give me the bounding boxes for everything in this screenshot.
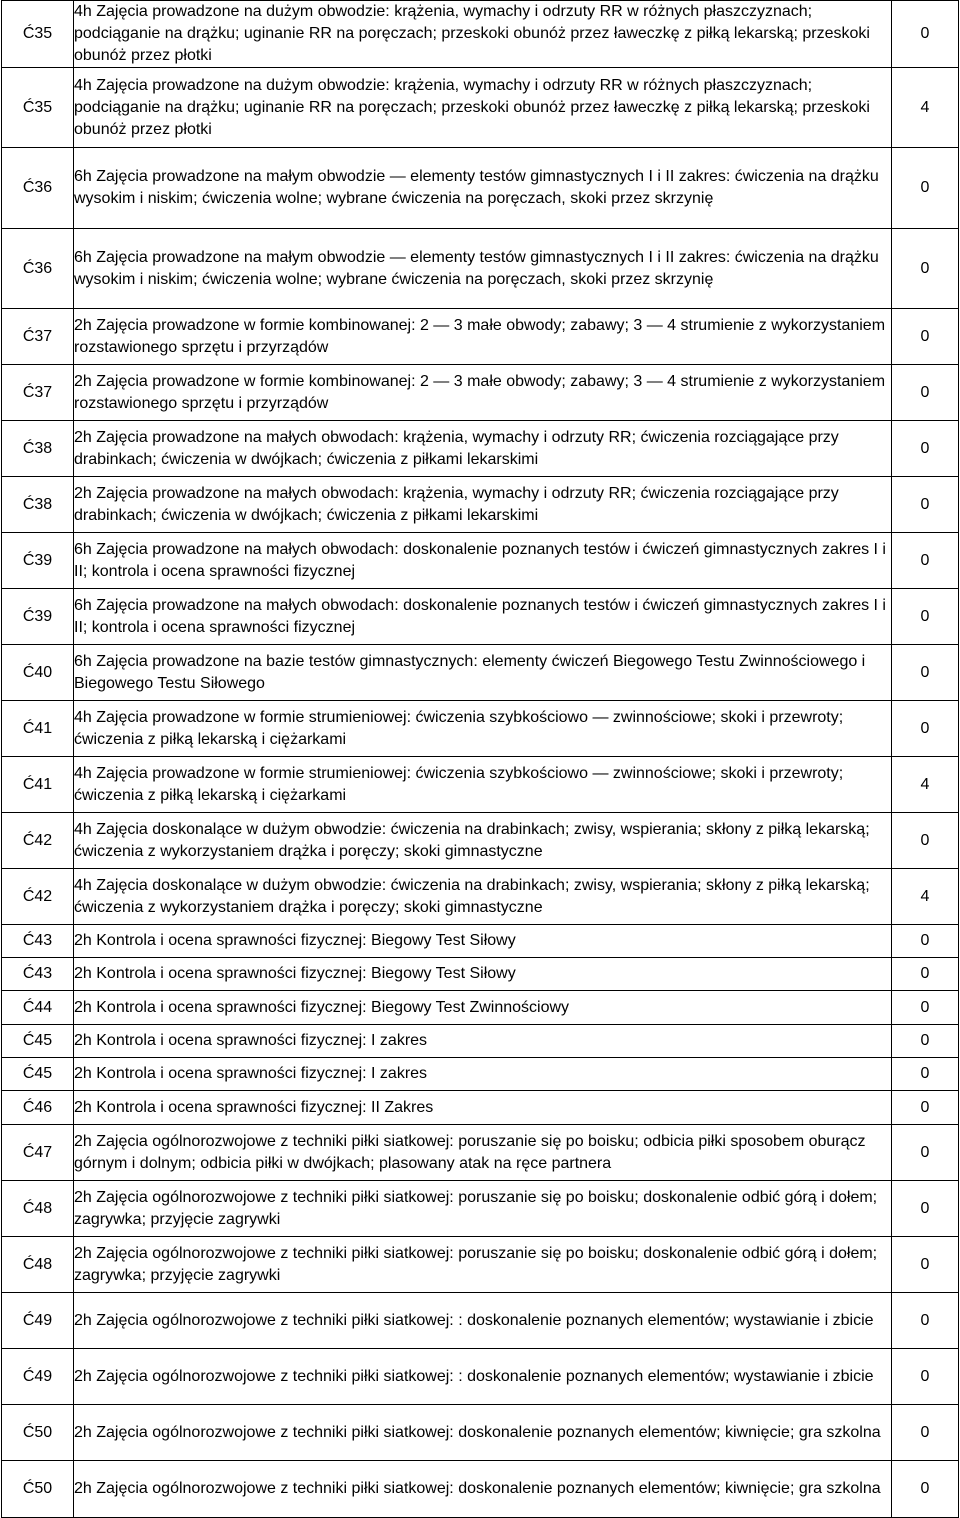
session-description: 4h Zajęcia prowadzone w formie strumieniowej: ćwiczenia szybkościowo — zwinnościowe; skoki i przewroty; ćwiczenia z piłką lekarską i ciężarkami	[74, 701, 892, 757]
session-description: 2h Kontrola i ocena sprawności fizycznej: Biegowy Test Siłowy	[74, 925, 892, 958]
session-value: 0	[892, 1237, 959, 1293]
session-code: Ć45	[2, 1058, 74, 1091]
session-value: 0	[892, 421, 959, 477]
table-row	[2, 1237, 959, 1293]
table-row	[2, 309, 959, 365]
session-value: 0	[892, 1181, 959, 1237]
session-code: Ć50	[2, 1405, 74, 1461]
table-row	[2, 533, 959, 589]
session-code: Ć48	[2, 1181, 74, 1237]
session-value: 0	[892, 991, 959, 1025]
session-code: Ć49	[2, 1293, 74, 1349]
session-value: 0	[892, 1349, 959, 1405]
table-row	[2, 958, 959, 991]
session-value: 0	[892, 148, 959, 229]
table-row	[2, 229, 959, 309]
session-value: 0	[892, 925, 959, 958]
session-value: 0	[892, 309, 959, 365]
table-row	[2, 991, 959, 1025]
session-code: Ć35	[2, 1, 74, 68]
session-code: Ć44	[2, 991, 74, 1025]
session-description: 6h Zajęcia prowadzone na bazie testów gimnastycznych: elementy ćwiczeń Biegowego Testu Zwinnościowego i Biegowego Testu Siłowego	[74, 645, 892, 701]
session-description: 4h Zajęcia prowadzone w formie strumieniowej: ćwiczenia szybkościowo — zwinnościowe; skoki i przewroty; ćwiczenia z piłką lekarską i ciężarkami	[74, 757, 892, 813]
session-value: 0	[892, 533, 959, 589]
session-description: 2h Zajęcia ogólnorozwojowe z techniki piłki siatkowej: poruszanie się po boisku; doskonalenie odbić górą i dołem; zagrywka; przyjęcie zagrywki	[74, 1237, 892, 1293]
table-row	[2, 1091, 959, 1125]
session-description: 6h Zajęcia prowadzone na małych obwodach: doskonalenie poznanych testów i ćwiczeń gimnastycznych zakres I i II; kontrola i ocena sprawności fizycznej	[74, 589, 892, 645]
session-description: 2h Zajęcia ogólnorozwojowe z techniki piłki siatkowej: poruszanie się po boisku; odbicia piłki sposobem oburącz górnym i dolnym; odbicia piłki w dwójkach; plasowany atak na ręce partnera	[74, 1125, 892, 1181]
session-description: 6h Zajęcia prowadzone na małym obwodzie — elementy testów gimnastycznych I i II zakres: ćwiczenia na drążku wysokim i niskim; ćwiczenia wolne; wybrane ćwiczenia na poręczach, skoki przez skrzynię	[74, 148, 892, 229]
session-description: 2h Zajęcia prowadzone na małych obwodach: krążenia, wymachy i odrzuty RR; ćwiczenia rozciągające przy drabinkach; ćwiczenia w dwójkach; ćwiczenia z piłkami lekarskimi	[74, 477, 892, 533]
session-description: 2h Zajęcia ogólnorozwojowe z techniki piłki siatkowej: : doskonalenie poznanych elementów; wystawianie i zbicie	[74, 1349, 892, 1405]
session-value: 0	[892, 645, 959, 701]
table-row	[2, 148, 959, 229]
session-description: 6h Zajęcia prowadzone na małych obwodach: doskonalenie poznanych testów i ćwiczeń gimnastycznych zakres I i II; kontrola i ocena sprawności fizycznej	[74, 533, 892, 589]
table-row	[2, 757, 959, 813]
session-description: 2h Zajęcia prowadzone w formie kombinowanej: 2 — 3 małe obwody; zabawy; 3 — 4 strumienie z wykorzystaniem rozstawionego sprzętu i przyrządów	[74, 365, 892, 421]
session-value: 0	[892, 365, 959, 421]
table-row	[2, 68, 959, 148]
session-description: 2h Zajęcia prowadzone w formie kombinowanej: 2 — 3 małe obwody; zabawy; 3 — 4 strumienie z wykorzystaniem rozstawionego sprzętu i przyrządów	[74, 309, 892, 365]
session-value: 0	[892, 477, 959, 533]
session-code: Ć48	[2, 1237, 74, 1293]
exercise-plan-table	[1, 0, 959, 1518]
session-code: Ć35	[2, 68, 74, 148]
session-description: 2h Kontrola i ocena sprawności fizycznej: Biegowy Test Zwinnościowy	[74, 991, 892, 1025]
session-description: 2h Kontrola i ocena sprawności fizycznej: II Zakres	[74, 1091, 892, 1125]
session-description: 2h Kontrola i ocena sprawności fizycznej: Biegowy Test Siłowy	[74, 958, 892, 991]
session-value: 0	[892, 1405, 959, 1461]
session-code: Ć41	[2, 701, 74, 757]
session-code: Ć49	[2, 1349, 74, 1405]
table-row	[2, 925, 959, 958]
session-code: Ć43	[2, 925, 74, 958]
table-row	[2, 1349, 959, 1405]
table-row	[2, 1125, 959, 1181]
session-value: 0	[892, 813, 959, 869]
session-description: 2h Zajęcia ogólnorozwojowe z techniki piłki siatkowej: : doskonalenie poznanych elementów; wystawianie i zbicie	[74, 1293, 892, 1349]
session-description: 2h Zajęcia ogólnorozwojowe z techniki piłki siatkowej: doskonalenie poznanych elementów; kiwnięcie; gra szkolna	[74, 1405, 892, 1461]
session-value: 0	[892, 958, 959, 991]
table-row	[2, 1025, 959, 1058]
session-code: Ć39	[2, 533, 74, 589]
session-code: Ć41	[2, 757, 74, 813]
session-code: Ć46	[2, 1091, 74, 1125]
table-row	[2, 1461, 959, 1518]
table-row	[2, 813, 959, 869]
session-value: 0	[892, 1, 959, 68]
session-value: 4	[892, 68, 959, 148]
table-row	[2, 1, 959, 68]
table-row	[2, 701, 959, 757]
table-row	[2, 1058, 959, 1091]
session-value: 0	[892, 1058, 959, 1091]
session-description: 2h Kontrola i ocena sprawności fizycznej: I zakres	[74, 1058, 892, 1091]
table-row	[2, 1293, 959, 1349]
session-value: 0	[892, 1091, 959, 1125]
session-description: 2h Kontrola i ocena sprawności fizycznej: I zakres	[74, 1025, 892, 1058]
session-code: Ć42	[2, 869, 74, 925]
table-row	[2, 645, 959, 701]
session-code: Ć43	[2, 958, 74, 991]
table-row	[2, 421, 959, 477]
session-code: Ć36	[2, 148, 74, 229]
session-value: 0	[892, 1293, 959, 1349]
session-value: 0	[892, 229, 959, 309]
table-row	[2, 1405, 959, 1461]
session-code: Ć40	[2, 645, 74, 701]
session-code: Ć47	[2, 1125, 74, 1181]
session-description: 4h Zajęcia prowadzone na dużym obwodzie: krążenia, wymachy i odrzuty RR w różnych płaszczyznach; podciąganie na drążku; uginanie RR na poręczach; przeskoki obunóż przez ławeczkę z piłką lekarską; przeskoki obunóż przez płotki	[74, 68, 892, 148]
session-value: 4	[892, 869, 959, 925]
session-code: Ć50	[2, 1461, 74, 1518]
session-code: Ć37	[2, 309, 74, 365]
session-value: 4	[892, 757, 959, 813]
table-row	[2, 589, 959, 645]
session-code: Ć37	[2, 365, 74, 421]
session-description: 6h Zajęcia prowadzone na małym obwodzie — elementy testów gimnastycznych I i II zakres: ćwiczenia na drążku wysokim i niskim; ćwiczenia wolne; wybrane ćwiczenia na poręczach, skoki przez skrzynię	[74, 229, 892, 309]
session-code: Ć36	[2, 229, 74, 309]
session-value: 0	[892, 701, 959, 757]
table-row	[2, 1181, 959, 1237]
table-row	[2, 869, 959, 925]
table-row	[2, 477, 959, 533]
session-value: 0	[892, 1025, 959, 1058]
session-value: 0	[892, 1461, 959, 1518]
session-code: Ć39	[2, 589, 74, 645]
session-code: Ć42	[2, 813, 74, 869]
session-description: 4h Zajęcia prowadzone na dużym obwodzie: krążenia, wymachy i odrzuty RR w różnych płaszczyznach; podciąganie na drążku; uginanie RR na poręczach; przeskoki obunóż przez ławeczkę z piłką lekarską; przeskoki obunóż przez płotki	[74, 1, 892, 68]
session-description: 2h Zajęcia ogólnorozwojowe z techniki piłki siatkowej: doskonalenie poznanych elementów; kiwnięcie; gra szkolna	[74, 1461, 892, 1518]
session-description: 4h Zajęcia doskonalące w dużym obwodzie: ćwiczenia na drabinkach; zwisy, wspierania; skłony z piłką lekarską; ćwiczenia z wykorzystaniem drążka i poręczy; skoki gimnastyczne	[74, 869, 892, 925]
session-description: 4h Zajęcia doskonalące w dużym obwodzie: ćwiczenia na drabinkach; zwisy, wspierania; skłony z piłką lekarską; ćwiczenia z wykorzystaniem drążka i poręczy; skoki gimnastyczne	[74, 813, 892, 869]
session-value: 0	[892, 589, 959, 645]
session-code: Ć38	[2, 421, 74, 477]
session-description: 2h Zajęcia ogólnorozwojowe z techniki piłki siatkowej: poruszanie się po boisku; doskonalenie odbić górą i dołem; zagrywka; przyjęcie zagrywki	[74, 1181, 892, 1237]
session-description: 2h Zajęcia prowadzone na małych obwodach: krążenia, wymachy i odrzuty RR; ćwiczenia rozciągające przy drabinkach; ćwiczenia w dwójkach; ćwiczenia z piłkami lekarskimi	[74, 421, 892, 477]
session-value: 0	[892, 1125, 959, 1181]
session-code: Ć38	[2, 477, 74, 533]
table-row	[2, 365, 959, 421]
session-code: Ć45	[2, 1025, 74, 1058]
